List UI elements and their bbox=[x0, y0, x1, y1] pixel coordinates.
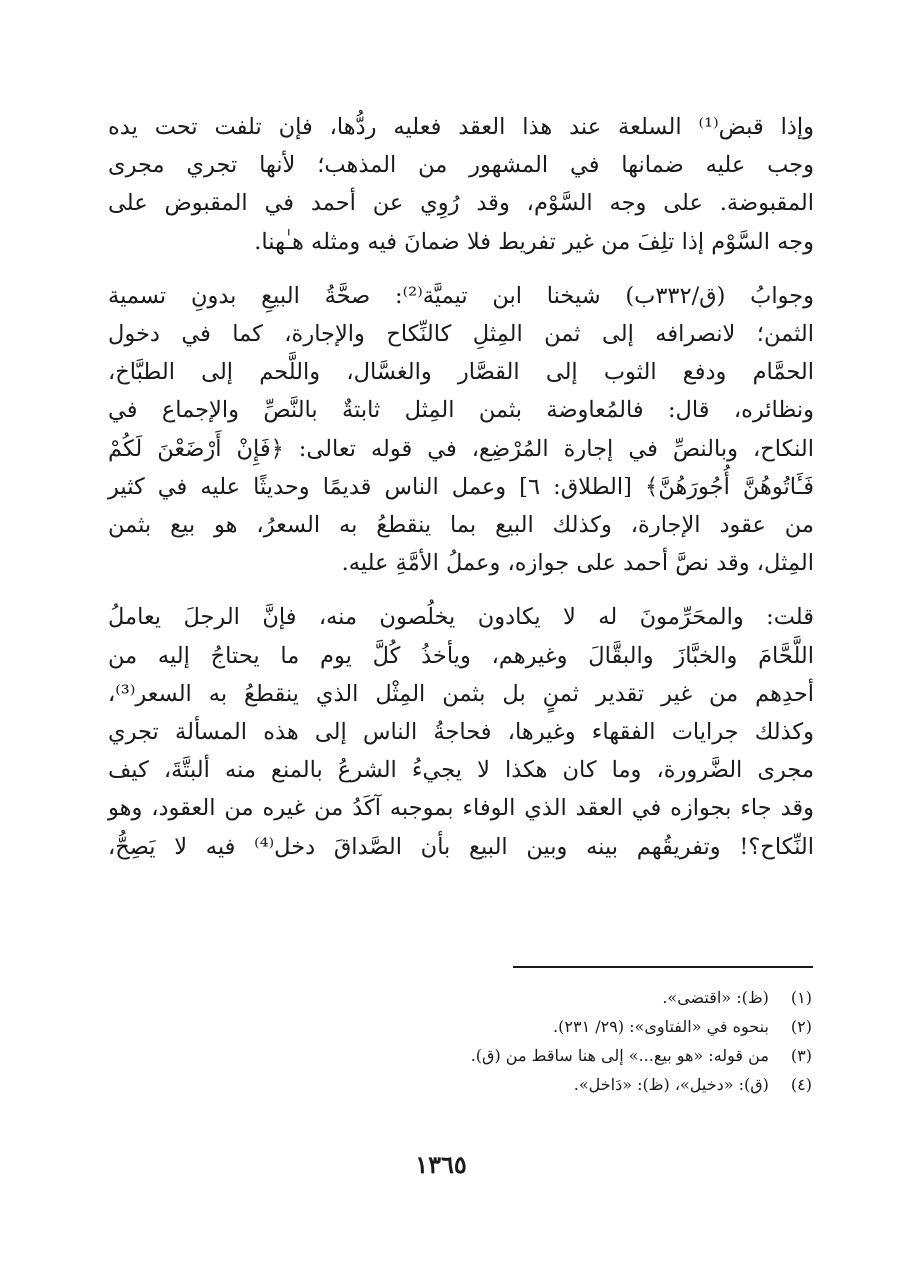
text-line: الحمَّام ودفع الثوب إلى القصَّار والغسَّال، واللَّحم إلى الطبَّاخ، bbox=[108, 359, 814, 386]
footnote-number: (١) bbox=[790, 988, 812, 1007]
footnote-divider bbox=[513, 966, 813, 968]
footnote-text: (ق): «دخيل»، (ظ): «دَاخل». bbox=[573, 1075, 769, 1094]
footnote-2 bbox=[106, 1012, 812, 1041]
text-line: المقبوضة. على وجه السَّوْم، وقد رُوِي عن أحمد في المقبوض على bbox=[108, 190, 814, 217]
paragraph-2 bbox=[108, 277, 814, 583]
footnote-4 bbox=[106, 1070, 812, 1099]
footnotes bbox=[106, 983, 812, 1099]
text-line: وجوابُ (ق/٣٣٢ب) شيخنا ابن تيميَّة⁽²⁾: صحَّةُ البيعِ بدونِ تسمية bbox=[108, 282, 814, 309]
paragraph-1 bbox=[108, 108, 814, 261]
text-line: اللَّحَّامَ والخبَّازَ والبقَّالَ وغيرهم، ويأخذُ كُلَّ يوم ما يحتاجُ إليه من bbox=[108, 642, 814, 669]
footnote-1 bbox=[106, 983, 812, 1012]
text-line: ونظائره، قال: فالمُعاوضة بثمن المِثل ثابتةٌ بالنَّصِّ والإجماع في bbox=[108, 397, 814, 424]
footnote-number: (٢) bbox=[790, 1017, 812, 1036]
page-number: ١٣٦٥ bbox=[415, 1150, 467, 1179]
footnote-number: (٤) bbox=[790, 1075, 812, 1094]
footnote-text: بنحوه في «الفتاوى»: (٢٩/ ٢٣١). bbox=[553, 1017, 769, 1036]
footnote-3 bbox=[106, 1041, 812, 1070]
footnote-text: من قوله: «هو بيع...» إلى هنا ساقط من (ق). bbox=[470, 1046, 769, 1065]
text-line: النِّكاح؟! وتفريقُهم بينه وبين البيع بأن الصَّداقَ دخل⁽⁴⁾ فيه لا يَصِحُّ، bbox=[108, 833, 815, 860]
text-line: وجب عليه ضمانها في المشهور من المذهب؛ لأنها تجري مجرى bbox=[108, 152, 814, 179]
text-line: وكذلك جرايات الفقهاء وغيرها، فحاجةُ الناس إلى هذه المسألة تجري bbox=[108, 719, 814, 746]
text-line: قلت: والمحَرِّمونَ له لا يكادون يخلُصون منه، فإنَّ الرجلَ يعاملُ bbox=[108, 604, 814, 631]
text-line: أحدِهم من غير تقدير ثمنٍ بل بثمن المِثْل الذي ينقطعُ به السعر⁽³⁾، bbox=[108, 680, 814, 707]
text-line: النكاح، وبالنصِّ في إجارة المُرْضِع، في قوله تعالى: ﴿فَإِنْ أَرْضَعْنَ لَكُمْ bbox=[108, 435, 814, 462]
text-line: مجرى الضَّرورة، وما كان هكذا لا يجيءُ الشرعُ بالمنع منه ألبتَّةَ، كيف bbox=[108, 757, 814, 784]
text-line: الثمن؛ لانصرافه إلى ثمن المِثلِ كالنِّكاح والإجارة، كما في دخول bbox=[108, 321, 814, 348]
text-line: من عقود الإجارة، وكذلك البيع بما ينقطعُ به السعرُ، هو بيع بثمن bbox=[108, 512, 814, 539]
text-line: وجه السَّوْم إذا تلِفَ من غير تفريط فلا ضمانَ فيه ومثله هـٰهنا. bbox=[254, 228, 814, 255]
page-body bbox=[108, 108, 814, 882]
paragraph-3 bbox=[108, 598, 814, 865]
text-line: المِثل، وقد نصَّ أحمد على جوازه، وعملُ الأمَّةِ عليه. bbox=[341, 550, 814, 577]
text-line: وقد جاء بجوازه في العقد الذي الوفاء بموجبه آكَدُ من غيره من العقود، وهو bbox=[108, 795, 814, 822]
text-line: وإذا قبض⁽¹⁾ السلعة عند هذا العقد فعليه ردُّها، فإن تلفت تحت يده bbox=[108, 114, 814, 140]
footnote-text: (ظ): «اقتضى». bbox=[662, 988, 769, 1007]
text-line: فَـَٔاتُوهُنَّ أُجُورَهُنَّ﴾ [الطلاق: ٦] وعمل الناس قديمًا وحديثًا عليه في كثير bbox=[108, 473, 814, 500]
footnote-number: (٣) bbox=[790, 1046, 812, 1065]
